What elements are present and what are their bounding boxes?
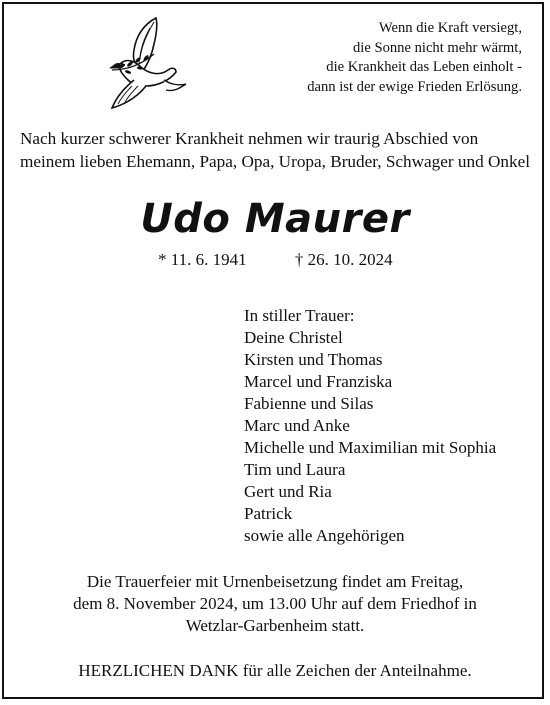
- poem: [202, 19, 522, 97]
- mourner-name: Kirsten und Thomas: [244, 350, 383, 369]
- mourners-list: [244, 305, 496, 547]
- dove-icon: [98, 14, 198, 114]
- death-date: † 26. 10. 2024: [294, 250, 393, 269]
- poem-line: Wenn die Kraft versiegt,: [378, 20, 522, 36]
- mourner-name: Tim und Laura: [244, 460, 346, 479]
- mourner-name: sowie alle Angehörigen: [244, 526, 405, 545]
- ceremony-info: [0, 571, 550, 637]
- mourner-name: Marcel und Franziska: [244, 372, 393, 391]
- birth-date: * 11. 6. 1941: [158, 250, 247, 269]
- mourner-name: Gert und Ria: [244, 482, 332, 501]
- ceremony-line: Wetzlar-Garbenheim statt.: [185, 616, 365, 635]
- intro-text: Nach kurzer schwerer Krankheit nehmen wir traurig Abschied von meinem lieben Ehemann, Papa, Opa, Uropa, Bruder, Schwager und Onkel: [20, 129, 531, 171]
- mourners-heading: In stiller Trauer:: [244, 306, 355, 325]
- mourner-name: Marc und Anke: [244, 416, 350, 435]
- poem-line: die Krankheit das Leben einholt -: [326, 59, 522, 75]
- mourner-name: Deine Christel: [244, 328, 343, 347]
- deceased-name: Udo Maurer: [140, 196, 410, 242]
- mourner-name: Michelle und Maximilian mit Sophia: [244, 438, 497, 457]
- thanks-text: HERZLICHEN DANK für alle Zeichen der Anteilnahme.: [78, 661, 472, 680]
- life-dates: [158, 249, 393, 271]
- mourner-name: Fabienne und Silas: [244, 394, 374, 413]
- poem-line: die Sonne nicht mehr wärmt,: [352, 39, 522, 56]
- ceremony-line: Die Trauerfeier mit Urnenbeisetzung findet am Freitag,: [86, 572, 464, 591]
- mourner-name: Patrick: [244, 504, 293, 523]
- poem-line: dann ist der ewige Frieden Erlösung.: [307, 78, 522, 95]
- ceremony-line: dem 8. November 2024, um 13.00 Uhr auf dem Friedhof in: [73, 594, 477, 613]
